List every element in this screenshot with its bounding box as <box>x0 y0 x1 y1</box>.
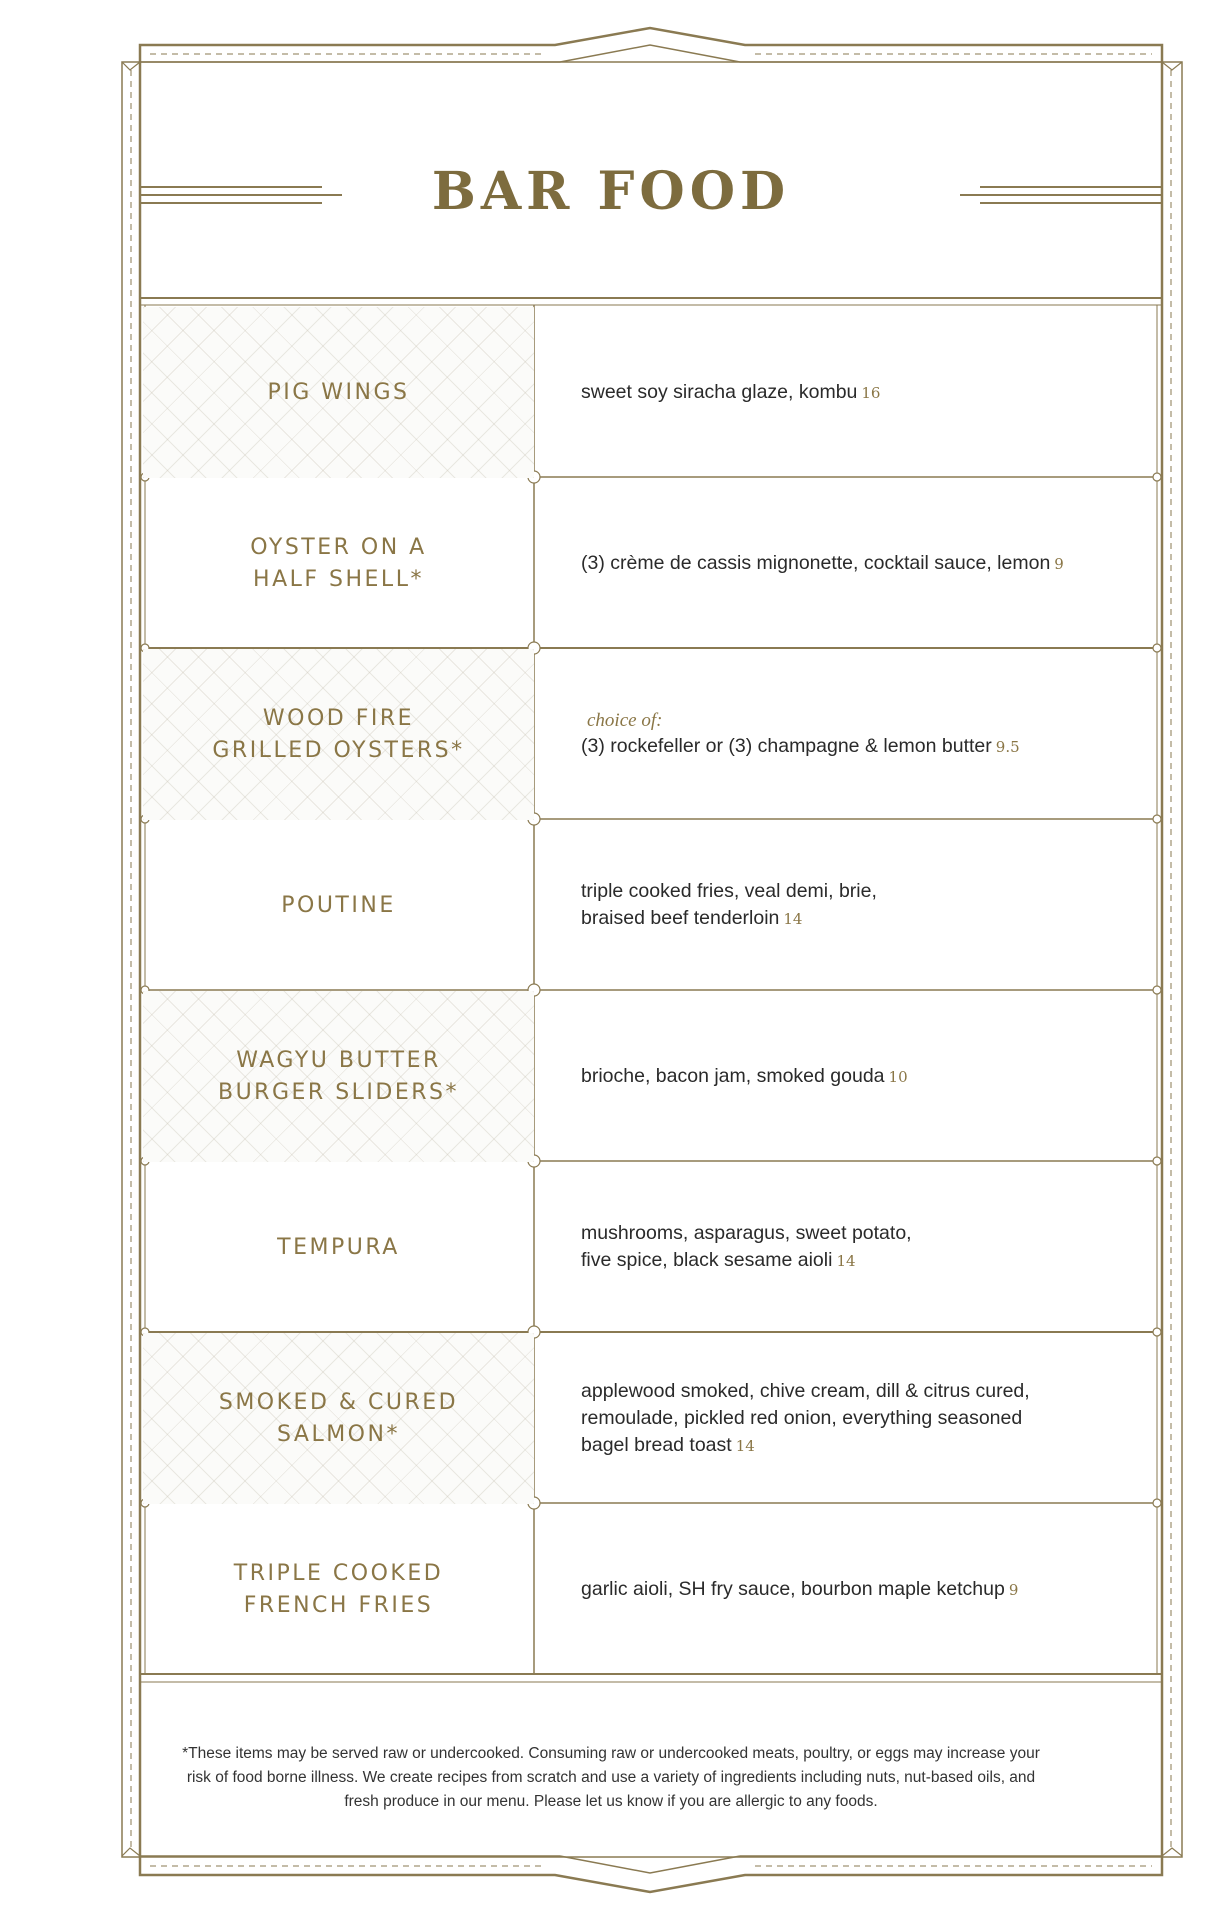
item-price: 10 <box>888 1067 908 1086</box>
menu-item <box>143 307 1159 478</box>
menu-item <box>143 649 1159 820</box>
item-price: 14 <box>836 1252 856 1270</box>
item-name: TRIPLE COOKED FRENCH FRIES <box>233 1560 444 1618</box>
item-choice-label: choice of: <box>587 709 663 731</box>
item-name-cell <box>143 1162 534 1333</box>
item-price: 9 <box>1054 554 1064 573</box>
item-name: POUTINE <box>281 892 396 918</box>
item-name: WOOD FIRE GRILLED OYSTERS* <box>212 705 465 763</box>
item-description-cell <box>534 478 1159 649</box>
menu-title: BAR FOOD <box>431 161 791 222</box>
item-name: PIG WINGS <box>267 379 410 405</box>
item-description-cell <box>534 1504 1159 1675</box>
item-description: applewood smoked, chive cream, dill & citrus cured, remoulade, pickled red onion, everything seasoned bagel bread toast <box>581 1379 1030 1456</box>
item-name-cell <box>143 1333 534 1504</box>
item-description: (3) crème de cassis mignonette, cocktail sauce, lemon <box>581 551 1051 574</box>
item-name-cell <box>143 991 534 1162</box>
item-name-cell <box>143 649 534 820</box>
menu-item <box>143 478 1159 649</box>
item-name: TEMPURA <box>277 1234 400 1260</box>
item-name-cell <box>143 478 534 649</box>
menu-item <box>143 1333 1159 1504</box>
item-price: 14 <box>783 910 803 928</box>
item-description-cell <box>534 307 1159 478</box>
item-description: mushrooms, asparagus, sweet potato, five spice, black sesame aioli <box>581 1222 912 1271</box>
item-name: OYSTER ON A HALF SHELL* <box>250 534 427 592</box>
item-description: garlic aioli, SH fry sauce, bourbon maple ketchup <box>581 1577 1005 1600</box>
item-name-cell <box>143 1504 534 1675</box>
item-price: 14 <box>735 1436 755 1455</box>
menu-table <box>143 307 1159 1675</box>
allergy-footnote: *These items may be served raw or undercooked. Consuming raw or undercooked meats, poultry, or eggs may increase your risk of food borne illness. We create recipes from scratch and use a variety of ingredients including nuts, nut-based oils, and fresh produce in our menu. Please let us know if you are allergic to any foods. <box>182 1745 1040 1810</box>
item-description-cell <box>534 820 1159 991</box>
item-name-cell <box>143 820 534 991</box>
item-price: 9.5 <box>995 737 1020 756</box>
item-description: (3) rockefeller or (3) champagne & lemon butter <box>581 734 992 757</box>
item-description-cell <box>534 1333 1159 1504</box>
item-description: sweet soy siracha glaze, kombu <box>581 380 858 403</box>
item-description: brioche, bacon jam, smoked gouda <box>581 1064 885 1087</box>
item-description-cell <box>534 991 1159 1162</box>
menu-item <box>143 991 1159 1162</box>
item-price: 9 <box>1008 1580 1019 1599</box>
item-description: triple cooked fries, veal demi, brie, braised beef tenderloin <box>581 880 877 929</box>
menu-item <box>143 820 1159 991</box>
item-name: WAGYU BUTTER BURGER SLIDERS* <box>217 1047 459 1105</box>
menu-item <box>143 1504 1159 1675</box>
item-description-cell <box>534 1162 1159 1333</box>
item-price: 16 <box>861 383 881 402</box>
menu-item <box>143 1162 1159 1333</box>
item-name-cell <box>143 307 534 478</box>
item-name: SMOKED & CURED SALMON* <box>218 1389 459 1447</box>
item-description-cell <box>534 649 1159 820</box>
